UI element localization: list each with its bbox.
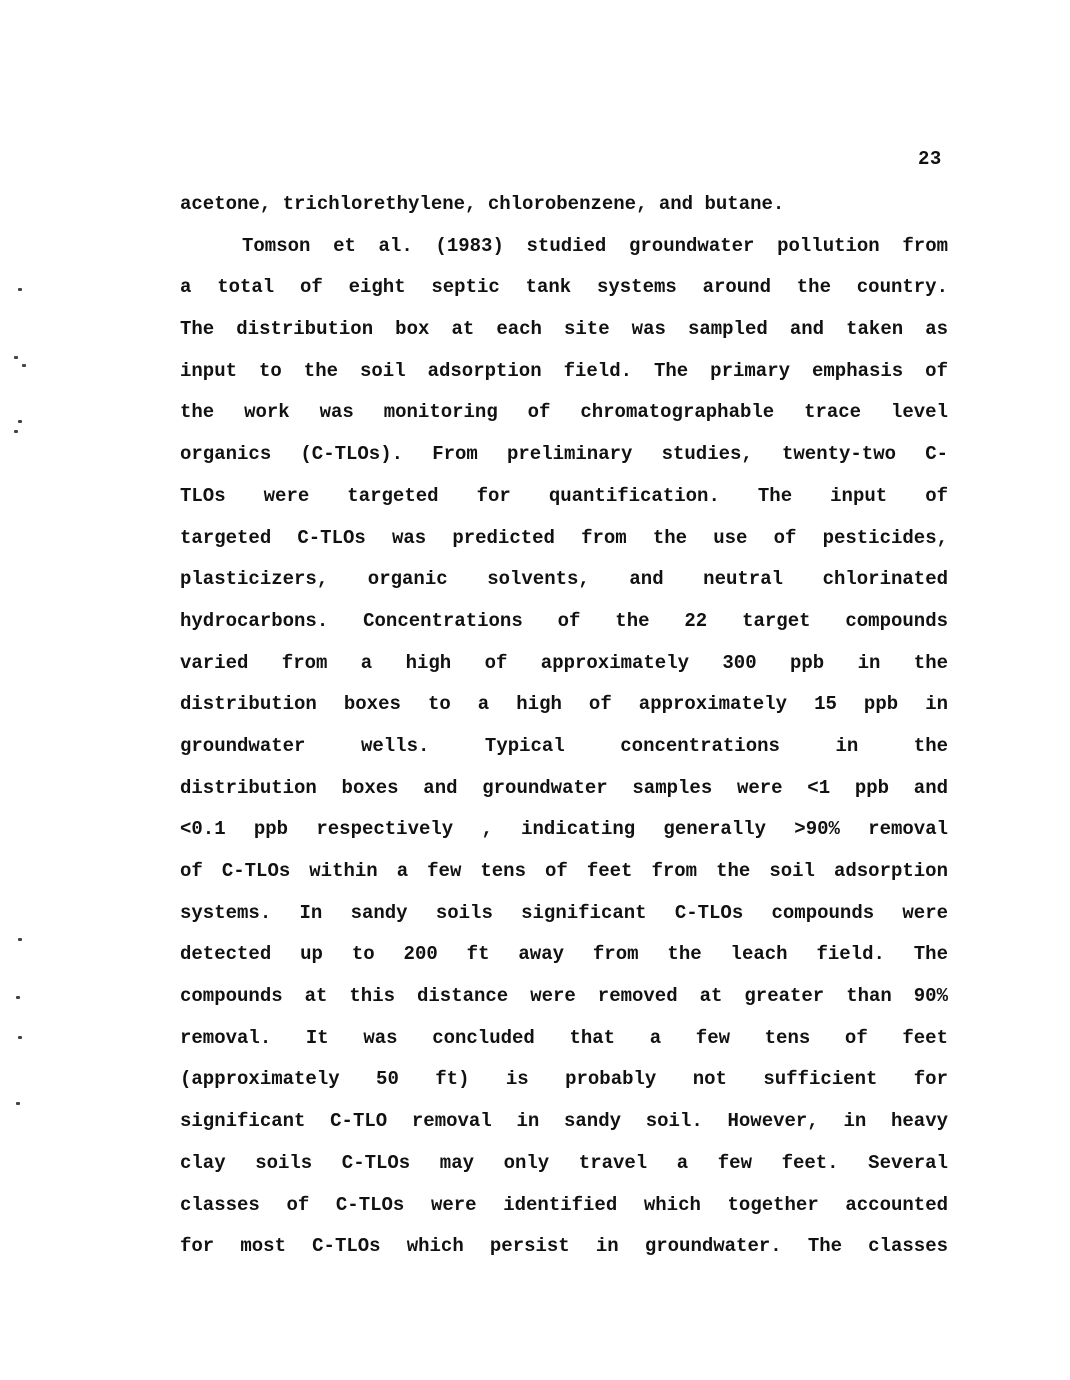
text-line: Tomson et al. (1983) studied groundwater pollution from — [242, 234, 948, 257]
text-line: a total of eight septic tank systems around the country. — [180, 276, 948, 299]
scan-speck — [16, 1102, 20, 1105]
scan-speck — [16, 996, 20, 999]
scan-speck — [18, 420, 22, 423]
text-line: targeted C-TLOs was predicted from the use of pesticides, — [180, 526, 948, 549]
text-line: The distribution box at each site was sampled and taken as — [180, 318, 948, 341]
text-line: for most C-TLOs which persist in groundwater. The classes — [180, 1235, 948, 1258]
body-text — [180, 184, 948, 1268]
text-line: detected up to 200 ft away from the leach field. The — [180, 943, 948, 966]
text-line: clay soils C-TLOs may only travel a few feet. Several — [180, 1151, 948, 1174]
text-line: groundwater wells. Typical concentrations in the — [180, 734, 948, 757]
text-line: acetone, trichlorethylene, chlorobenzene, and butane. — [180, 193, 785, 215]
text-line: (approximately 50 ft) is probably not sufficient for — [180, 1068, 948, 1091]
text-line: hydrocarbons. Concentrations of the 22 target compounds — [180, 609, 948, 632]
text-line: systems. In sandy soils significant C-TLOs compounds were — [180, 901, 948, 924]
scan-speck — [18, 938, 22, 941]
text-line: classes of C-TLOs were identified which together accounted — [180, 1193, 948, 1216]
page-number: 23 — [918, 148, 942, 170]
text-line: removal. It was concluded that a few tens of feet — [180, 1026, 948, 1049]
text-line: plasticizers, organic solvents, and neutral chlorinated — [180, 568, 948, 591]
text-line: distribution boxes and groundwater samples were <1 ppb and — [180, 776, 948, 799]
text-line: input to the soil adsorption field. The primary emphasis of — [180, 359, 948, 382]
text-line: TLOs were targeted for quantification. The input of — [180, 484, 948, 507]
text-line: of C-TLOs within a few tens of feet from the soil adsorption — [180, 860, 948, 882]
text-line: the work was monitoring of chromatographable trace level — [180, 401, 948, 424]
text-line: distribution boxes to a high of approximately 15 ppb in — [180, 693, 948, 716]
text-line: significant C-TLO removal in sandy soil. However, in heavy — [180, 1110, 948, 1133]
text-line: <0.1 ppb respectively , indicating generally >90% removal — [180, 818, 948, 841]
scan-speck — [18, 288, 22, 291]
scan-speck — [22, 364, 26, 367]
text-line: compounds at this distance were removed at greater than 90% — [180, 985, 948, 1008]
scan-speck — [14, 430, 18, 433]
scan-speck — [18, 1036, 22, 1039]
text-line: varied from a high of approximately 300 ppb in the — [180, 651, 948, 674]
scan-speck — [14, 356, 18, 359]
text-line: organics (C-TLOs). From preliminary studies, twenty-two C- — [180, 443, 948, 466]
